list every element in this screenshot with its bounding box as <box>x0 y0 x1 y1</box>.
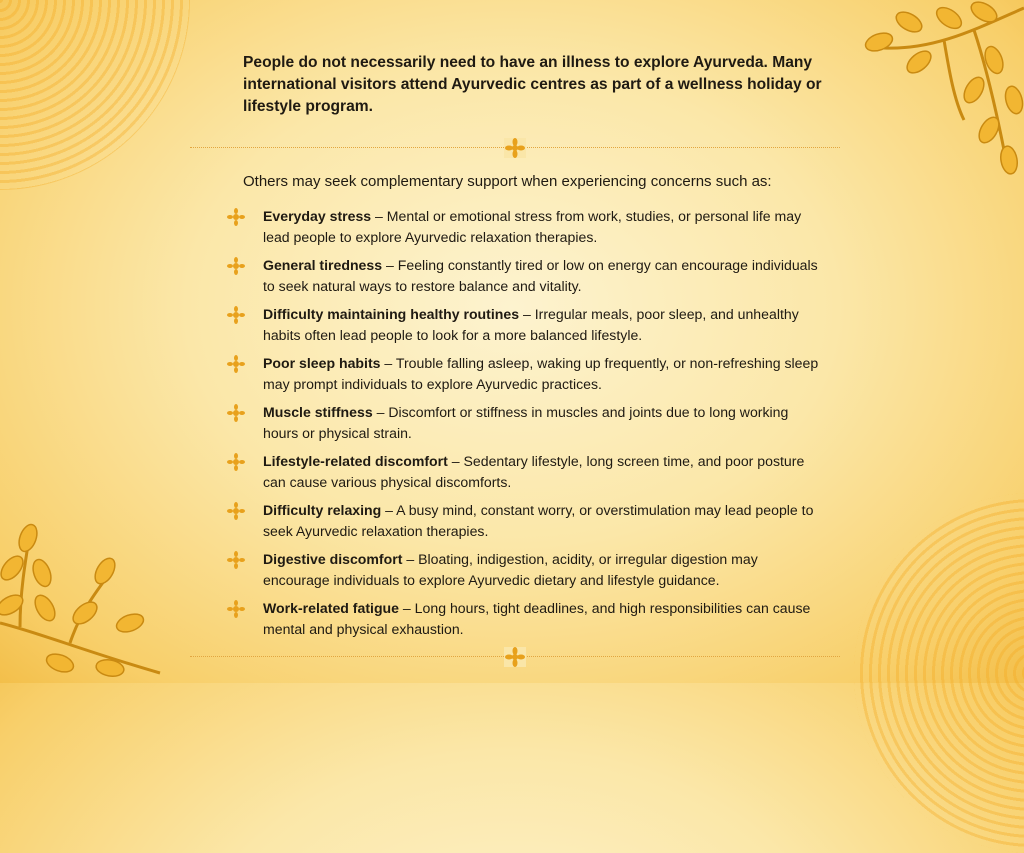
leaf-branch-top-right-icon <box>824 0 1024 190</box>
concern-description: – Irregular meals, poor sleep, and unhealthy habits often lead people to look for a more balanced lifestyle. <box>263 306 799 343</box>
flower-icon <box>227 502 245 520</box>
mandala-top-left <box>0 0 190 190</box>
list-item <box>227 451 827 500</box>
flower-icon <box>227 355 245 373</box>
concern-term: Everyday stress <box>263 208 372 224</box>
section-divider-bottom <box>190 647 840 667</box>
list-item <box>227 598 827 647</box>
flower-icon <box>227 306 245 324</box>
mandala-bottom-right <box>854 493 1024 853</box>
concern-term: Muscle stiffness <box>263 404 373 420</box>
flower-icon <box>227 404 245 422</box>
concern-description: – Long hours, tight deadlines, and high responsibilities can cause mental and physical exhaustion. <box>263 600 811 637</box>
list-item <box>227 304 827 353</box>
concern-term: Work-related fatigue <box>263 600 400 616</box>
concern-description: – Discomfort or stiffness in muscles and joints due to long working hours or physical strain. <box>263 404 789 441</box>
list-item <box>227 353 827 402</box>
leaf-branch-bottom-left-icon <box>0 513 170 683</box>
lead-sentence: Others may seek complementary support when experiencing concerns such as: <box>243 173 772 190</box>
list-item <box>227 206 827 255</box>
concern-term: Difficulty maintaining healthy routines <box>263 306 520 322</box>
concern-description: – Trouble falling asleep, waking up frequently, or non-refreshing sleep may prompt individuals to explore Ayurvedic practices. <box>263 355 819 392</box>
concern-description: – Mental or emotional stress from work, studies, or personal life may lead people to explore Ayurvedic relaxation therapies. <box>263 208 802 245</box>
concerns-list <box>227 206 827 647</box>
concern-term: Difficulty relaxing <box>263 502 382 518</box>
concern-description: – Feeling constantly tired or low on energy can encourage individuals to seek natural ways to restore balance and vitality. <box>263 257 818 294</box>
concern-term: Lifestyle-related discomfort <box>263 453 448 469</box>
flower-icon <box>227 600 245 618</box>
flower-icon <box>227 208 245 226</box>
intro-paragraph: People do not necessarily need to have an illness to explore Ayurveda. Many international visitors attend Ayurvedic centres as part of a wellness holiday or lifestyle program. <box>243 54 822 115</box>
concern-description: – A busy mind, constant worry, or overstimulation may lead people to seek Ayurvedic relaxation therapies. <box>263 502 814 539</box>
flower-icon <box>227 257 245 275</box>
lotus-ornament-icon <box>504 138 526 158</box>
concern-description: – Bloating, indigestion, acidity, or irregular digestion may encourage individuals to explore Ayurvedic dietary and lifestyle guidance. <box>263 551 758 588</box>
concern-term: General tiredness <box>263 257 383 273</box>
list-item <box>227 402 827 451</box>
concern-term: Poor sleep habits <box>263 355 381 371</box>
concern-term: Digestive discomfort <box>263 551 403 567</box>
list-item <box>227 255 827 304</box>
flower-icon <box>227 551 245 569</box>
lotus-ornament-icon <box>504 647 526 667</box>
section-divider-top <box>190 138 840 158</box>
list-item <box>227 500 827 549</box>
flower-icon <box>227 453 245 471</box>
list-item <box>227 549 827 598</box>
concern-description: – Sedentary lifestyle, long screen time, and poor posture can cause various physical discomforts. <box>263 453 805 490</box>
